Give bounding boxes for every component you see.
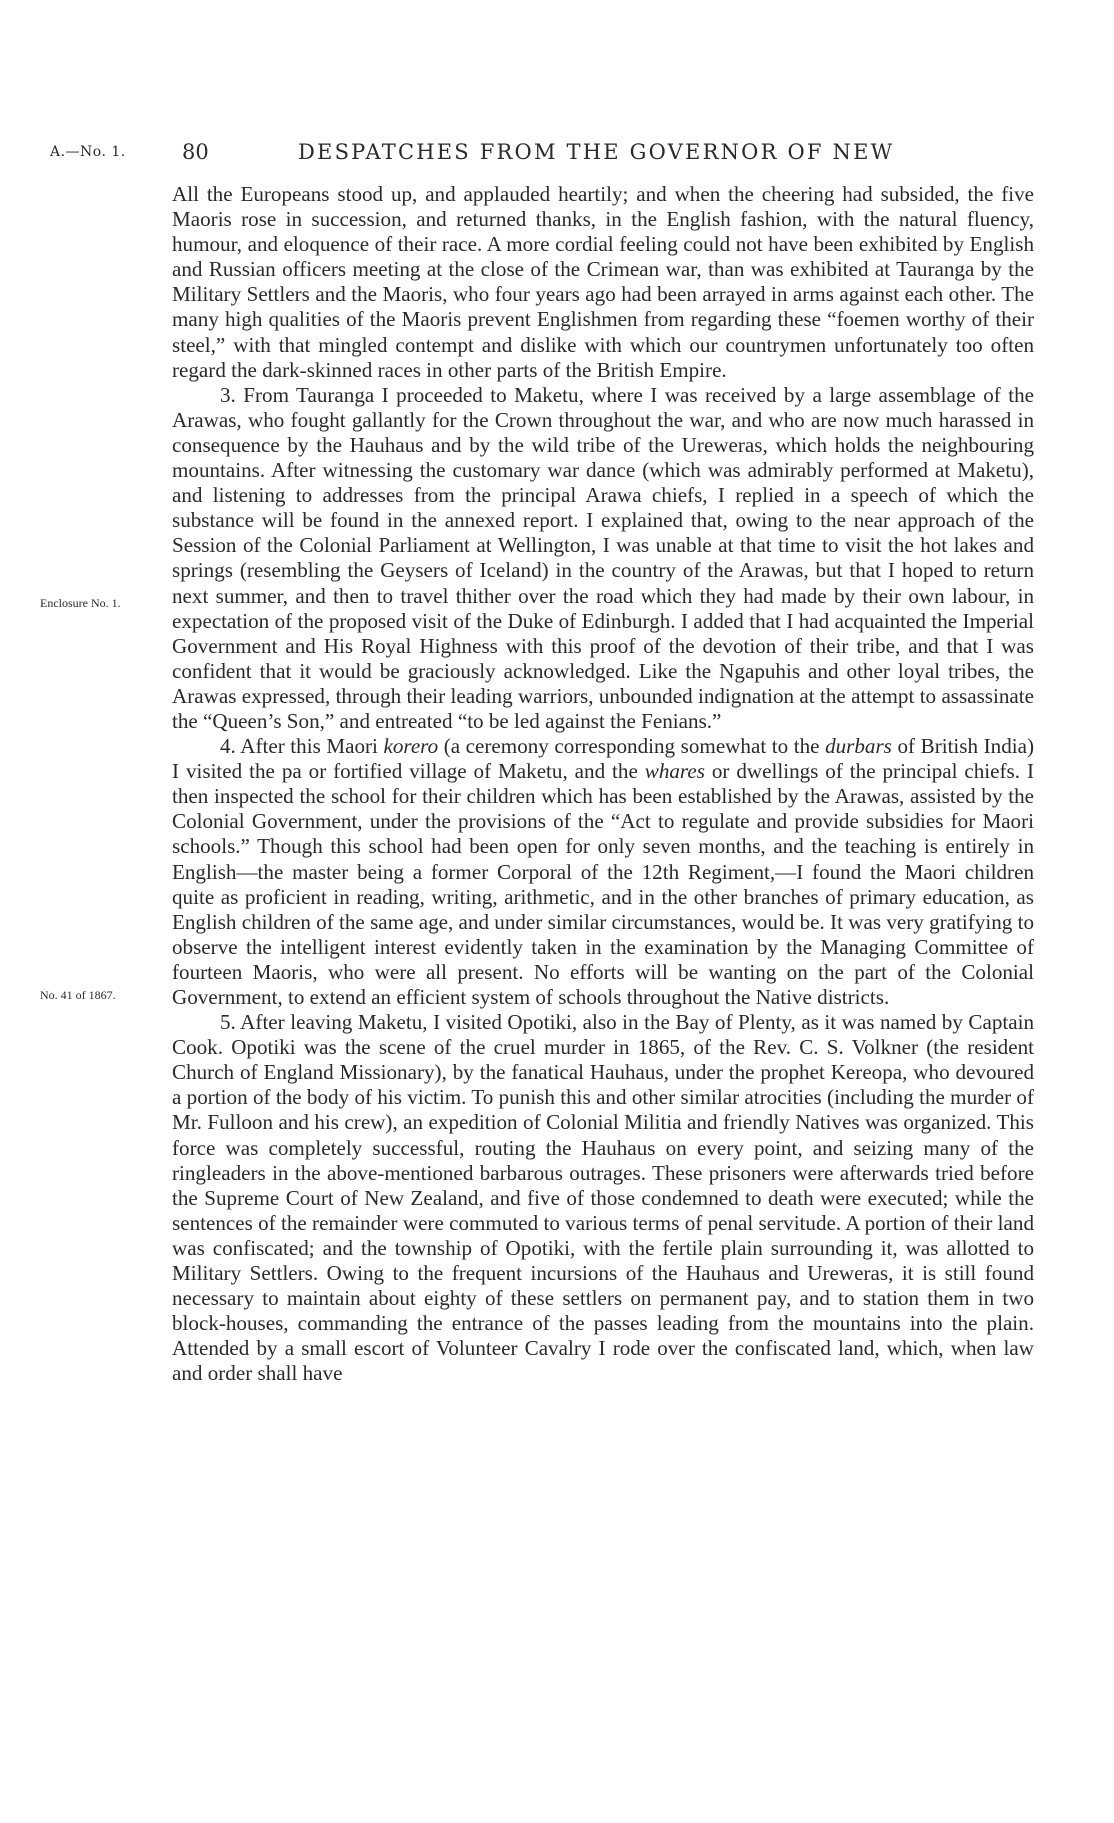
document-reference: A.—No. 1. <box>50 144 126 160</box>
margin-note-enclosure: Enclosure No. 1. <box>40 596 121 610</box>
paragraph-4-text-3: of British India) I visited the pa or fortified village of Maketu, and the <box>172 734 1034 784</box>
paragraph-4-text-1: 4. After this Maori <box>220 734 384 759</box>
page-header <box>0 140 1114 170</box>
body-text <box>172 182 1034 1387</box>
italic-term-durbars: durbars <box>825 734 892 759</box>
page-number: 80 <box>182 140 209 164</box>
paragraph-4 <box>172 734 1034 1010</box>
margin-note-reference: No. 41 of 1867. <box>40 988 116 1002</box>
paragraph-3: 3. From Tauranga I proceeded to Maketu, where I was received by a large assemblage of the Arawas, who fought gallantly for the Crown throughout the war, and who are now much harassed in consequence by the Hauhaus and by the wild tribe of the Ureweras, which holds the neighbouring mountains. After witnessing the customary war dance (which was admirably performed at Maketu), and listening to addresses from the principal Arawa chiefs, I replied in a speech of which the substance will be found in the annexed report. I explained that, owing to the near approach of the Session of the Colonial Parliament at Wellington, I was unable at that time to visit the hot lakes and springs (resembling the Geysers of Iceland) in the country of the Arawas, but that I hoped to return next summer, and then to travel thither over the road which they had made by their own labour, in expectation of the proposed visit of the Duke of Edinburgh. I added that I had acquainted the Imperial Government and His Royal Highness with this proof of the devotion of their tribe, and that I was confident that it would be graciously acknowledged. Like the Ngapuhis and other loyal tribes, the Arawas expressed, through their leading warriors, unbounded indignation at the attempt to assassinate the “Queen’s Son,” and entreated “to be led against the Fenians.” <box>172 382 1034 733</box>
italic-term-korero: korero <box>383 734 439 759</box>
paragraph-continued: All the Europeans stood up, and applauded heartily; and when the cheering had subsided, the five Maoris rose in succession, and returned thanks, in the English fashion, with the natural fluency, humour, and eloquence of their race. A more cordial feeling could not have been exhibited by English and Russian officers meeting at the close of the Crimean war, than was exhibited at Tauranga by the Military Settlers and the Maoris, who four years ago had been arrayed in arms against each other. The many high qualities of the Maoris prevent Englishmen from regarding these “foemen worthy of their steel,” with that mingled contempt and dislike with which our countrymen unfortunately too often regard the dark-skinned races in other parts of the British Empire. <box>172 182 1034 382</box>
running-title: DESPATCHES FROM THE GOVERNOR OF NEW <box>298 140 895 164</box>
italic-term-whares: whares <box>644 759 705 784</box>
paragraph-4-text-2: (a ceremony corresponding somewhat to the <box>438 734 826 759</box>
paragraph-4-text-4: or dwellings of the principal chiefs. I then inspected the school for their children which has been established by the Arawas, assisted by the Colonial Government, under the provisions of the “Act to regulate and provide subsidies for Maori schools.” Though this school had been open for only seven months, and the teaching is entirely in English—the master being a former Corporal of the 12th Regiment,—I found the Maori children quite as proficient in reading, writing, arithmetic, and in the other branches of primary education, as English children of the same age, and under similar circumstances, would be. It was very gratifying to observe the intelligent interest evidently taken in the examination by the Managing Committee of fourteen Maoris, who were all present. No efforts will be wanting on the part of the Colonial Government, to extend an efficient system of schools throughout the Native districts. <box>172 759 1034 1009</box>
paragraph-5: 5. After leaving Maketu, I visited Opotiki, also in the Bay of Plenty, as it was named by Captain Cook. Opotiki was the scene of the cruel murder in 1865, of the Rev. C. S. Volkner (the resident Church of England Missionary), by the fanatical Hauhaus, under the prophet Kereopa, who devoured a portion of the body of his victim. To punish this and other similar atrocities (including the murder of Mr. Fulloon and his crew), an expedition of Colonial Militia and friendly Natives was organized. This force was completely successful, routing the Hauhaus on every point, and seizing many of the ringleaders in the above-mentioned barbarous outrages. These prisoners were afterwards tried before the Supreme Court of New Zealand, and five of those condemned to death were executed; while the sentences of the remainder were commuted to various terms of penal servitude. A portion of their land was confiscated; and the township of Opotiki, with the fertile plain surrounding it, was allotted to Military Settlers. Owing to the frequent incursions of the Hauhaus and Ureweras, it is still found necessary to maintain about eighty of these settlers on permanent pay, and to station them in two block-houses, commanding the entrance of the passes leading from the mountains into the plain. Attended by a small escort of Volunteer Cavalry I rode over the confiscated land, which, when law and order shall have <box>172 1010 1034 1386</box>
